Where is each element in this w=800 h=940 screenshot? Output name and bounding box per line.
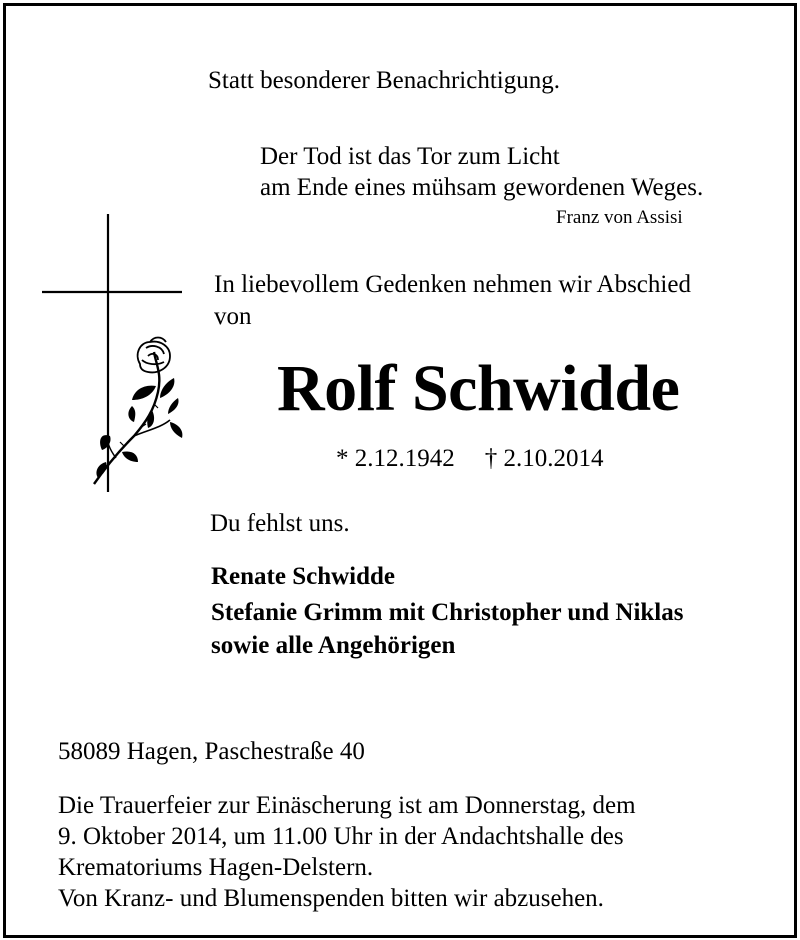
poem-line-2: am Ende eines mühsam gewordenen Weges. [260, 174, 704, 201]
notice-frame [3, 3, 797, 938]
farewell-line-1: In liebevollem Gedenken nehmen wir Abschied [214, 271, 691, 298]
farewell-line-2: von [214, 303, 252, 330]
funeral-info-line: Die Trauerfeier zur Einäscherung ist am Donnerstag, dem [58, 792, 636, 819]
address-text: 58089 Hagen, Paschestraße 40 [58, 738, 365, 765]
deceased-name: Rolf Schwidde [277, 352, 680, 425]
message-text: Du fehlst uns. [210, 510, 350, 537]
death-date: † 2.10.2014 [484, 445, 604, 472]
mourner-line: Renate Schwidde [211, 563, 396, 590]
life-dates [336, 446, 604, 471]
funeral-info-line: 9. Oktober 2014, um 11.00 Uhr in der Andachtshalle des [58, 823, 624, 850]
poem-author: Franz von Assisi [556, 207, 683, 228]
birth-date: * 2.12.1942 [336, 445, 455, 472]
poem-line-1: Der Tod ist das Tor zum Licht [260, 143, 560, 170]
cross-with-rose-icon [36, 214, 196, 496]
mourner-line: sowie alle Angehörigen [211, 632, 456, 659]
funeral-info-line: Von Kranz- und Blumenspenden bitten wir abzusehen. [58, 885, 604, 912]
intro-text: Statt besonderer Benachrichtigung. [208, 67, 560, 94]
funeral-info-line: Krematoriums Hagen-Delstern. [58, 854, 374, 881]
mourner-line: Stefanie Grimm mit Christopher und Niklas [211, 599, 684, 626]
